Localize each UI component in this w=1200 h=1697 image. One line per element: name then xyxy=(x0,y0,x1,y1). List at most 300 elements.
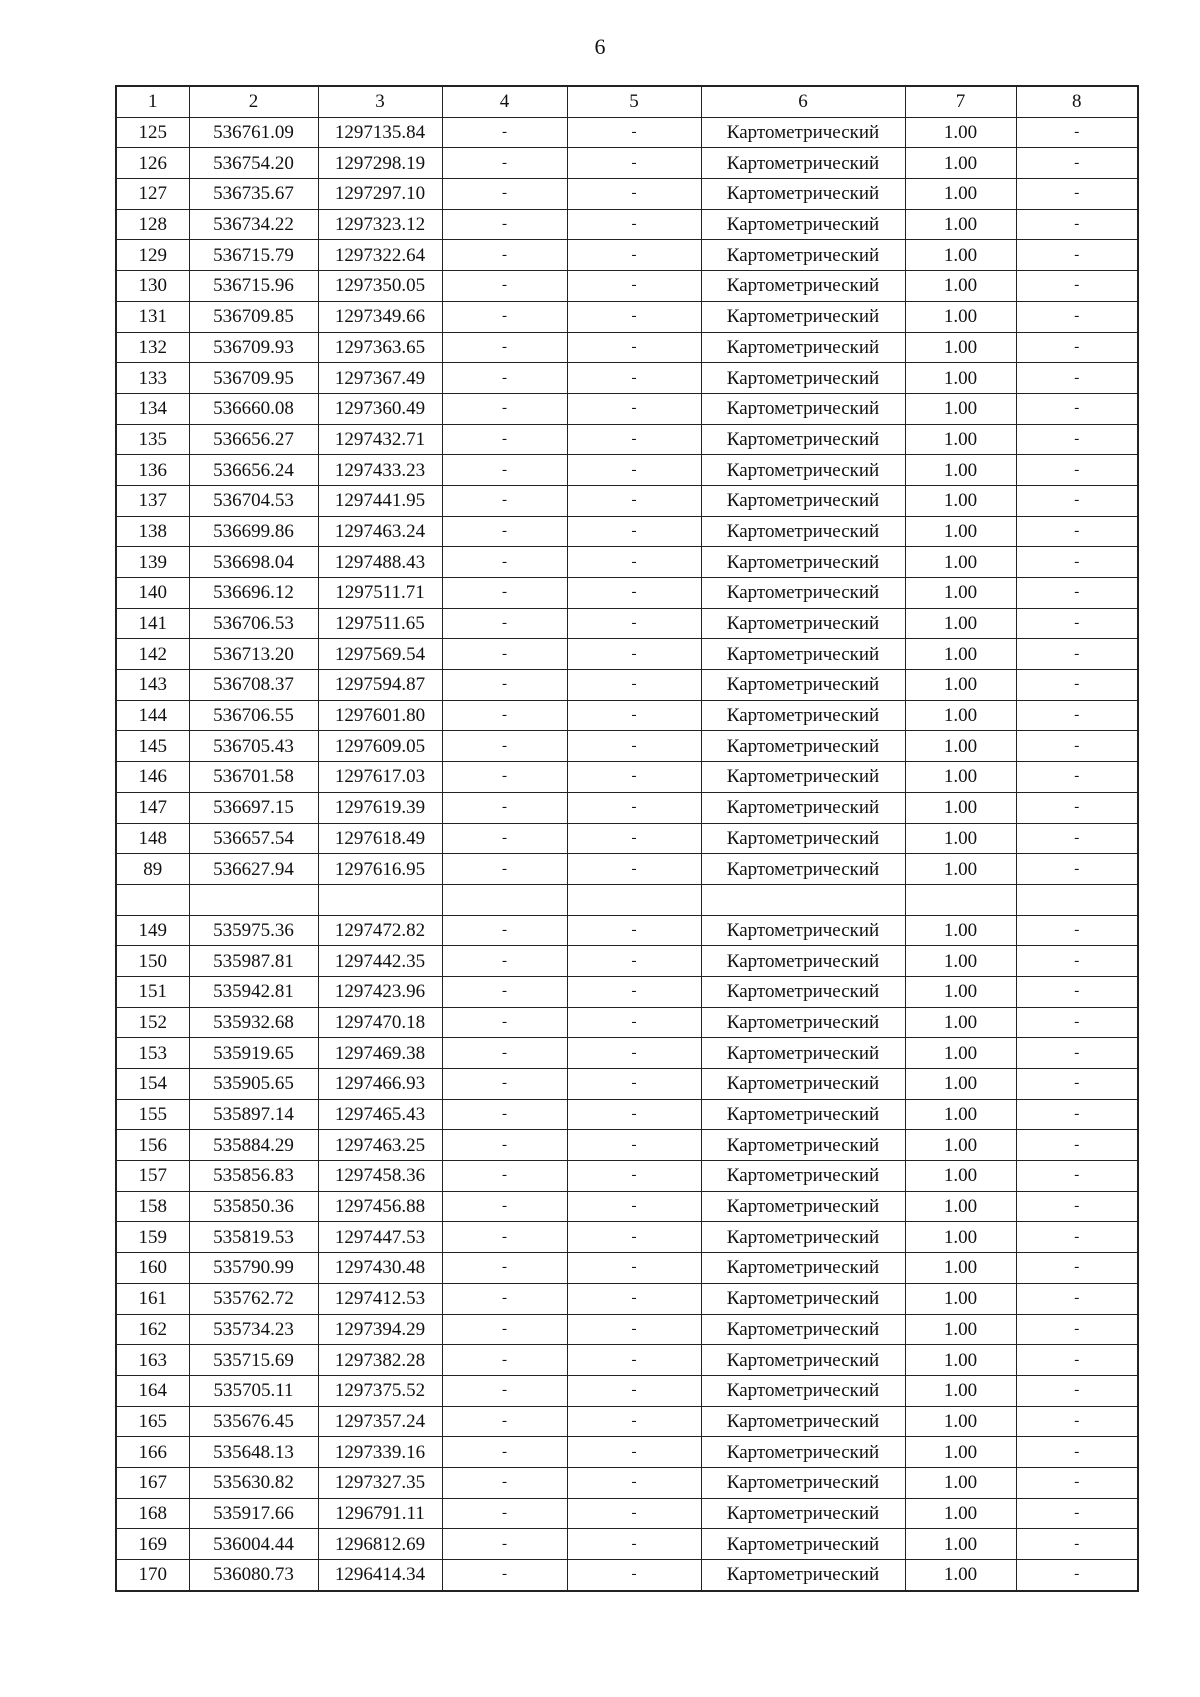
point-number-cell: 146 xyxy=(116,762,189,793)
accuracy-cell: 1.00 xyxy=(905,271,1016,302)
column-8-cell: - xyxy=(1016,731,1138,762)
method-cell: Картометрический xyxy=(701,639,905,670)
table-row xyxy=(116,455,1138,486)
accuracy-cell: 1.00 xyxy=(905,1314,1016,1345)
table-row xyxy=(116,240,1138,271)
method-cell xyxy=(701,884,905,915)
accuracy-cell: 1.00 xyxy=(905,639,1016,670)
x-coordinate-cell: 536709.85 xyxy=(189,301,318,332)
x-coordinate-cell: 536709.95 xyxy=(189,363,318,394)
column-5-cell: - xyxy=(567,1069,701,1100)
point-number-cell: 136 xyxy=(116,455,189,486)
column-8-cell: - xyxy=(1016,1406,1138,1437)
column-5-cell: - xyxy=(567,946,701,977)
column-4-cell: - xyxy=(442,179,567,210)
column-5-cell: - xyxy=(567,823,701,854)
column-8-cell: - xyxy=(1016,455,1138,486)
table-body xyxy=(116,117,1138,1591)
column-5-cell: - xyxy=(567,1345,701,1376)
y-coordinate-cell: 1297442.35 xyxy=(318,946,442,977)
accuracy-cell: 1.00 xyxy=(905,1130,1016,1161)
y-coordinate-cell: 1297456.88 xyxy=(318,1191,442,1222)
x-coordinate-cell: 535942.81 xyxy=(189,976,318,1007)
column-5-cell: - xyxy=(567,1314,701,1345)
method-cell: Картометрический xyxy=(701,1038,905,1069)
column-5-cell: - xyxy=(567,1467,701,1498)
column-5-cell: - xyxy=(567,1498,701,1529)
column-8-cell: - xyxy=(1016,1498,1138,1529)
x-coordinate-cell xyxy=(189,884,318,915)
x-coordinate-cell: 535630.82 xyxy=(189,1467,318,1498)
y-coordinate-cell: 1297463.24 xyxy=(318,516,442,547)
table-row-empty xyxy=(116,884,1138,915)
column-5-cell: - xyxy=(567,1161,701,1192)
column-4-cell: - xyxy=(442,1406,567,1437)
table-row xyxy=(116,578,1138,609)
x-coordinate-cell: 536706.53 xyxy=(189,608,318,639)
table-row xyxy=(116,1222,1138,1253)
method-cell: Картометрический xyxy=(701,424,905,455)
column-5-cell: - xyxy=(567,731,701,762)
point-number-cell: 130 xyxy=(116,271,189,302)
y-coordinate-cell: 1297360.49 xyxy=(318,393,442,424)
y-coordinate-cell: 1297339.16 xyxy=(318,1437,442,1468)
column-5-cell: - xyxy=(567,608,701,639)
column-4-cell: - xyxy=(442,117,567,148)
y-coordinate-cell: 1297297.10 xyxy=(318,179,442,210)
accuracy-cell: 1.00 xyxy=(905,915,1016,946)
column-8-cell: - xyxy=(1016,823,1138,854)
x-coordinate-cell: 536080.73 xyxy=(189,1560,318,1591)
table-row xyxy=(116,1038,1138,1069)
y-coordinate-cell: 1297569.54 xyxy=(318,639,442,670)
method-cell: Картометрический xyxy=(701,516,905,547)
column-4-cell: - xyxy=(442,455,567,486)
y-coordinate-cell: 1297327.35 xyxy=(318,1467,442,1498)
x-coordinate-cell: 536697.15 xyxy=(189,792,318,823)
point-number-cell: 156 xyxy=(116,1130,189,1161)
column-4-cell: - xyxy=(442,1069,567,1100)
method-cell: Картометрический xyxy=(701,1375,905,1406)
point-number-cell: 150 xyxy=(116,946,189,977)
table-row xyxy=(116,148,1138,179)
column-8-cell: - xyxy=(1016,209,1138,240)
column-5-cell: - xyxy=(567,1099,701,1130)
y-coordinate-cell: 1297488.43 xyxy=(318,547,442,578)
point-number-cell xyxy=(116,884,189,915)
accuracy-cell: 1.00 xyxy=(905,363,1016,394)
table-row xyxy=(116,1345,1138,1376)
y-coordinate-cell: 1296414.34 xyxy=(318,1560,442,1591)
point-number-cell: 132 xyxy=(116,332,189,363)
point-number-cell: 167 xyxy=(116,1467,189,1498)
x-coordinate-cell: 535790.99 xyxy=(189,1253,318,1284)
x-coordinate-cell: 536708.37 xyxy=(189,670,318,701)
accuracy-cell: 1.00 xyxy=(905,1375,1016,1406)
column-5-cell: - xyxy=(567,148,701,179)
column-header: 5 xyxy=(567,86,701,117)
accuracy-cell: 1.00 xyxy=(905,485,1016,516)
column-8-cell: - xyxy=(1016,670,1138,701)
method-cell: Картометрический xyxy=(701,148,905,179)
x-coordinate-cell: 535819.53 xyxy=(189,1222,318,1253)
point-number-cell: 168 xyxy=(116,1498,189,1529)
column-5-cell: - xyxy=(567,1283,701,1314)
column-4-cell: - xyxy=(442,731,567,762)
column-4-cell: - xyxy=(442,1314,567,1345)
point-number-cell: 127 xyxy=(116,179,189,210)
column-8-cell: - xyxy=(1016,1007,1138,1038)
table-row xyxy=(116,209,1138,240)
table-row xyxy=(116,1253,1138,1284)
column-5-cell: - xyxy=(567,179,701,210)
column-5-cell xyxy=(567,884,701,915)
method-cell: Картометрический xyxy=(701,1161,905,1192)
table-row xyxy=(116,1283,1138,1314)
x-coordinate-cell: 536754.20 xyxy=(189,148,318,179)
method-cell: Картометрический xyxy=(701,670,905,701)
y-coordinate-cell: 1297469.38 xyxy=(318,1038,442,1069)
table-row xyxy=(116,1560,1138,1591)
column-4-cell: - xyxy=(442,301,567,332)
table-row xyxy=(116,1069,1138,1100)
column-5-cell: - xyxy=(567,1529,701,1560)
column-5-cell: - xyxy=(567,1437,701,1468)
column-header: 2 xyxy=(189,86,318,117)
method-cell: Картометрический xyxy=(701,700,905,731)
column-5-cell: - xyxy=(567,639,701,670)
point-number-cell: 151 xyxy=(116,976,189,1007)
table-row xyxy=(116,516,1138,547)
method-cell: Картометрический xyxy=(701,1560,905,1591)
accuracy-cell: 1.00 xyxy=(905,455,1016,486)
table-row xyxy=(116,1406,1138,1437)
y-coordinate-cell: 1297367.49 xyxy=(318,363,442,394)
method-cell: Картометрический xyxy=(701,547,905,578)
column-8-cell: - xyxy=(1016,1222,1138,1253)
point-number-cell: 144 xyxy=(116,700,189,731)
y-coordinate-cell: 1297412.53 xyxy=(318,1283,442,1314)
column-8-cell: - xyxy=(1016,179,1138,210)
column-4-cell: - xyxy=(442,148,567,179)
column-8-cell xyxy=(1016,884,1138,915)
column-5-cell: - xyxy=(567,762,701,793)
y-coordinate-cell: 1297423.96 xyxy=(318,976,442,1007)
method-cell: Картометрический xyxy=(701,240,905,271)
column-5-cell: - xyxy=(567,1560,701,1591)
y-coordinate-cell: 1297609.05 xyxy=(318,731,442,762)
x-coordinate-cell: 536656.27 xyxy=(189,424,318,455)
column-8-cell: - xyxy=(1016,608,1138,639)
table-row xyxy=(116,1314,1138,1345)
table-row xyxy=(116,179,1138,210)
x-coordinate-cell: 536657.54 xyxy=(189,823,318,854)
column-5-cell: - xyxy=(567,301,701,332)
x-coordinate-cell: 536715.96 xyxy=(189,271,318,302)
column-8-cell: - xyxy=(1016,1560,1138,1591)
column-8-cell: - xyxy=(1016,148,1138,179)
column-8-cell: - xyxy=(1016,516,1138,547)
method-cell: Картометрический xyxy=(701,1498,905,1529)
method-cell: Картометрический xyxy=(701,485,905,516)
y-coordinate-cell: 1297441.95 xyxy=(318,485,442,516)
column-header: 4 xyxy=(442,86,567,117)
accuracy-cell: 1.00 xyxy=(905,332,1016,363)
point-number-cell: 147 xyxy=(116,792,189,823)
point-number-cell: 152 xyxy=(116,1007,189,1038)
method-cell: Картометрический xyxy=(701,1007,905,1038)
x-coordinate-cell: 536696.12 xyxy=(189,578,318,609)
column-4-cell: - xyxy=(442,363,567,394)
y-coordinate-cell: 1296791.11 xyxy=(318,1498,442,1529)
point-number-cell: 139 xyxy=(116,547,189,578)
x-coordinate-cell: 536627.94 xyxy=(189,854,318,885)
accuracy-cell: 1.00 xyxy=(905,1099,1016,1130)
x-coordinate-cell: 536701.58 xyxy=(189,762,318,793)
x-coordinate-cell: 536660.08 xyxy=(189,393,318,424)
method-cell: Картометрический xyxy=(701,179,905,210)
column-5-cell: - xyxy=(567,117,701,148)
column-8-cell: - xyxy=(1016,271,1138,302)
method-cell: Картометрический xyxy=(701,1529,905,1560)
table-row xyxy=(116,731,1138,762)
method-cell: Картометрический xyxy=(701,1406,905,1437)
column-header: 3 xyxy=(318,86,442,117)
x-coordinate-cell: 536761.09 xyxy=(189,117,318,148)
point-number-cell: 135 xyxy=(116,424,189,455)
column-8-cell: - xyxy=(1016,1130,1138,1161)
x-coordinate-cell: 535734.23 xyxy=(189,1314,318,1345)
accuracy-cell: 1.00 xyxy=(905,670,1016,701)
table-row xyxy=(116,1467,1138,1498)
point-number-cell: 155 xyxy=(116,1099,189,1130)
accuracy-cell: 1.00 xyxy=(905,1437,1016,1468)
point-number-cell: 158 xyxy=(116,1191,189,1222)
column-8-cell: - xyxy=(1016,1314,1138,1345)
point-number-cell: 129 xyxy=(116,240,189,271)
table-row xyxy=(116,363,1138,394)
table-row xyxy=(116,915,1138,946)
y-coordinate-cell: 1297466.93 xyxy=(318,1069,442,1100)
point-number-cell: 142 xyxy=(116,639,189,670)
x-coordinate-cell: 536704.53 xyxy=(189,485,318,516)
method-cell: Картометрический xyxy=(701,209,905,240)
column-5-cell: - xyxy=(567,670,701,701)
column-4-cell: - xyxy=(442,1038,567,1069)
x-coordinate-cell: 535850.36 xyxy=(189,1191,318,1222)
table-row xyxy=(116,700,1138,731)
column-4-cell: - xyxy=(442,915,567,946)
point-number-cell: 143 xyxy=(116,670,189,701)
table-row xyxy=(116,424,1138,455)
table-row xyxy=(116,1130,1138,1161)
y-coordinate-cell: 1297357.24 xyxy=(318,1406,442,1437)
table-row xyxy=(116,301,1138,332)
column-8-cell: - xyxy=(1016,1253,1138,1284)
column-4-cell: - xyxy=(442,1345,567,1376)
column-8-cell: - xyxy=(1016,1038,1138,1069)
x-coordinate-cell: 535987.81 xyxy=(189,946,318,977)
table-row xyxy=(116,608,1138,639)
column-4-cell: - xyxy=(442,485,567,516)
accuracy-cell: 1.00 xyxy=(905,1467,1016,1498)
y-coordinate-cell: 1297511.65 xyxy=(318,608,442,639)
x-coordinate-cell: 535762.72 xyxy=(189,1283,318,1314)
column-4-cell: - xyxy=(442,1375,567,1406)
accuracy-cell: 1.00 xyxy=(905,179,1016,210)
column-5-cell: - xyxy=(567,1222,701,1253)
column-8-cell: - xyxy=(1016,363,1138,394)
x-coordinate-cell: 535975.36 xyxy=(189,915,318,946)
y-coordinate-cell: 1297349.66 xyxy=(318,301,442,332)
accuracy-cell: 1.00 xyxy=(905,1253,1016,1284)
column-8-cell: - xyxy=(1016,792,1138,823)
accuracy-cell: 1.00 xyxy=(905,1498,1016,1529)
table-row xyxy=(116,1099,1138,1130)
table-row xyxy=(116,1437,1138,1468)
accuracy-cell: 1.00 xyxy=(905,1038,1016,1069)
coordinates-table xyxy=(115,85,1139,1592)
y-coordinate-cell: 1297430.48 xyxy=(318,1253,442,1284)
table-row xyxy=(116,547,1138,578)
column-4-cell: - xyxy=(442,1437,567,1468)
accuracy-cell: 1.00 xyxy=(905,1406,1016,1437)
column-4-cell: - xyxy=(442,792,567,823)
column-header: 7 xyxy=(905,86,1016,117)
x-coordinate-cell: 536705.43 xyxy=(189,731,318,762)
table-row xyxy=(116,332,1138,363)
point-number-cell: 165 xyxy=(116,1406,189,1437)
column-4-cell: - xyxy=(442,1467,567,1498)
column-8-cell: - xyxy=(1016,762,1138,793)
column-4-cell: - xyxy=(442,854,567,885)
accuracy-cell: 1.00 xyxy=(905,1161,1016,1192)
point-number-cell: 133 xyxy=(116,363,189,394)
method-cell: Картометрический xyxy=(701,1314,905,1345)
column-8-cell: - xyxy=(1016,301,1138,332)
column-8-cell: - xyxy=(1016,578,1138,609)
column-5-cell: - xyxy=(567,915,701,946)
column-8-cell: - xyxy=(1016,117,1138,148)
point-number-cell: 161 xyxy=(116,1283,189,1314)
method-cell: Картометрический xyxy=(701,1345,905,1376)
x-coordinate-cell: 535917.66 xyxy=(189,1498,318,1529)
point-number-cell: 126 xyxy=(116,148,189,179)
accuracy-cell: 1.00 xyxy=(905,1345,1016,1376)
method-cell: Картометрический xyxy=(701,1437,905,1468)
column-4-cell: - xyxy=(442,516,567,547)
column-8-cell: - xyxy=(1016,393,1138,424)
point-number-cell: 137 xyxy=(116,485,189,516)
column-header: 8 xyxy=(1016,86,1138,117)
method-cell: Картометрический xyxy=(701,1191,905,1222)
point-number-cell: 138 xyxy=(116,516,189,547)
accuracy-cell: 1.00 xyxy=(905,547,1016,578)
column-4-cell: - xyxy=(442,1253,567,1284)
table-row xyxy=(116,1375,1138,1406)
x-coordinate-cell: 535897.14 xyxy=(189,1099,318,1130)
column-5-cell: - xyxy=(567,271,701,302)
table-row xyxy=(116,117,1138,148)
y-coordinate-cell: 1297382.28 xyxy=(318,1345,442,1376)
point-number-cell: 141 xyxy=(116,608,189,639)
column-5-cell: - xyxy=(567,1038,701,1069)
point-number-cell: 145 xyxy=(116,731,189,762)
point-number-cell: 128 xyxy=(116,209,189,240)
column-8-cell: - xyxy=(1016,240,1138,271)
column-8-cell: - xyxy=(1016,854,1138,885)
y-coordinate-cell: 1297470.18 xyxy=(318,1007,442,1038)
y-coordinate-cell: 1296812.69 xyxy=(318,1529,442,1560)
y-coordinate-cell: 1297465.43 xyxy=(318,1099,442,1130)
method-cell: Картометрический xyxy=(701,854,905,885)
point-number-cell: 157 xyxy=(116,1161,189,1192)
column-4-cell: - xyxy=(442,1099,567,1130)
x-coordinate-cell: 536713.20 xyxy=(189,639,318,670)
method-cell: Картометрический xyxy=(701,946,905,977)
point-number-cell: 170 xyxy=(116,1560,189,1591)
column-4-cell: - xyxy=(442,393,567,424)
point-number-cell: 154 xyxy=(116,1069,189,1100)
column-4-cell: - xyxy=(442,608,567,639)
column-5-cell: - xyxy=(567,792,701,823)
accuracy-cell: 1.00 xyxy=(905,1007,1016,1038)
point-number-cell: 163 xyxy=(116,1345,189,1376)
method-cell: Картометрический xyxy=(701,301,905,332)
accuracy-cell: 1.00 xyxy=(905,148,1016,179)
column-4-cell: - xyxy=(442,762,567,793)
method-cell: Картометрический xyxy=(701,915,905,946)
y-coordinate-cell: 1297458.36 xyxy=(318,1161,442,1192)
column-4-cell: - xyxy=(442,976,567,1007)
method-cell: Картометрический xyxy=(701,1222,905,1253)
method-cell: Картометрический xyxy=(701,731,905,762)
x-coordinate-cell: 535932.68 xyxy=(189,1007,318,1038)
accuracy-cell: 1.00 xyxy=(905,516,1016,547)
table-row xyxy=(116,946,1138,977)
column-8-cell: - xyxy=(1016,1191,1138,1222)
table-row xyxy=(116,1161,1138,1192)
column-5-cell: - xyxy=(567,516,701,547)
column-8-cell: - xyxy=(1016,639,1138,670)
x-coordinate-cell: 535676.45 xyxy=(189,1406,318,1437)
method-cell: Картометрический xyxy=(701,792,905,823)
column-4-cell: - xyxy=(442,332,567,363)
column-8-cell: - xyxy=(1016,1099,1138,1130)
column-4-cell: - xyxy=(442,823,567,854)
accuracy-cell: 1.00 xyxy=(905,1069,1016,1100)
accuracy-cell: 1.00 xyxy=(905,1560,1016,1591)
column-5-cell: - xyxy=(567,578,701,609)
x-coordinate-cell: 536709.93 xyxy=(189,332,318,363)
accuracy-cell: 1.00 xyxy=(905,301,1016,332)
column-4-cell: - xyxy=(442,1222,567,1253)
y-coordinate-cell: 1297135.84 xyxy=(318,117,442,148)
column-8-cell: - xyxy=(1016,1069,1138,1100)
column-8-cell: - xyxy=(1016,1161,1138,1192)
method-cell: Картометрический xyxy=(701,608,905,639)
point-number-cell: 166 xyxy=(116,1437,189,1468)
column-8-cell: - xyxy=(1016,424,1138,455)
x-coordinate-cell: 536735.67 xyxy=(189,179,318,210)
method-cell: Картометрический xyxy=(701,1069,905,1100)
x-coordinate-cell: 535856.83 xyxy=(189,1161,318,1192)
table-row xyxy=(116,485,1138,516)
x-coordinate-cell: 536734.22 xyxy=(189,209,318,240)
y-coordinate-cell: 1297447.53 xyxy=(318,1222,442,1253)
column-4-cell: - xyxy=(442,1560,567,1591)
column-5-cell: - xyxy=(567,547,701,578)
